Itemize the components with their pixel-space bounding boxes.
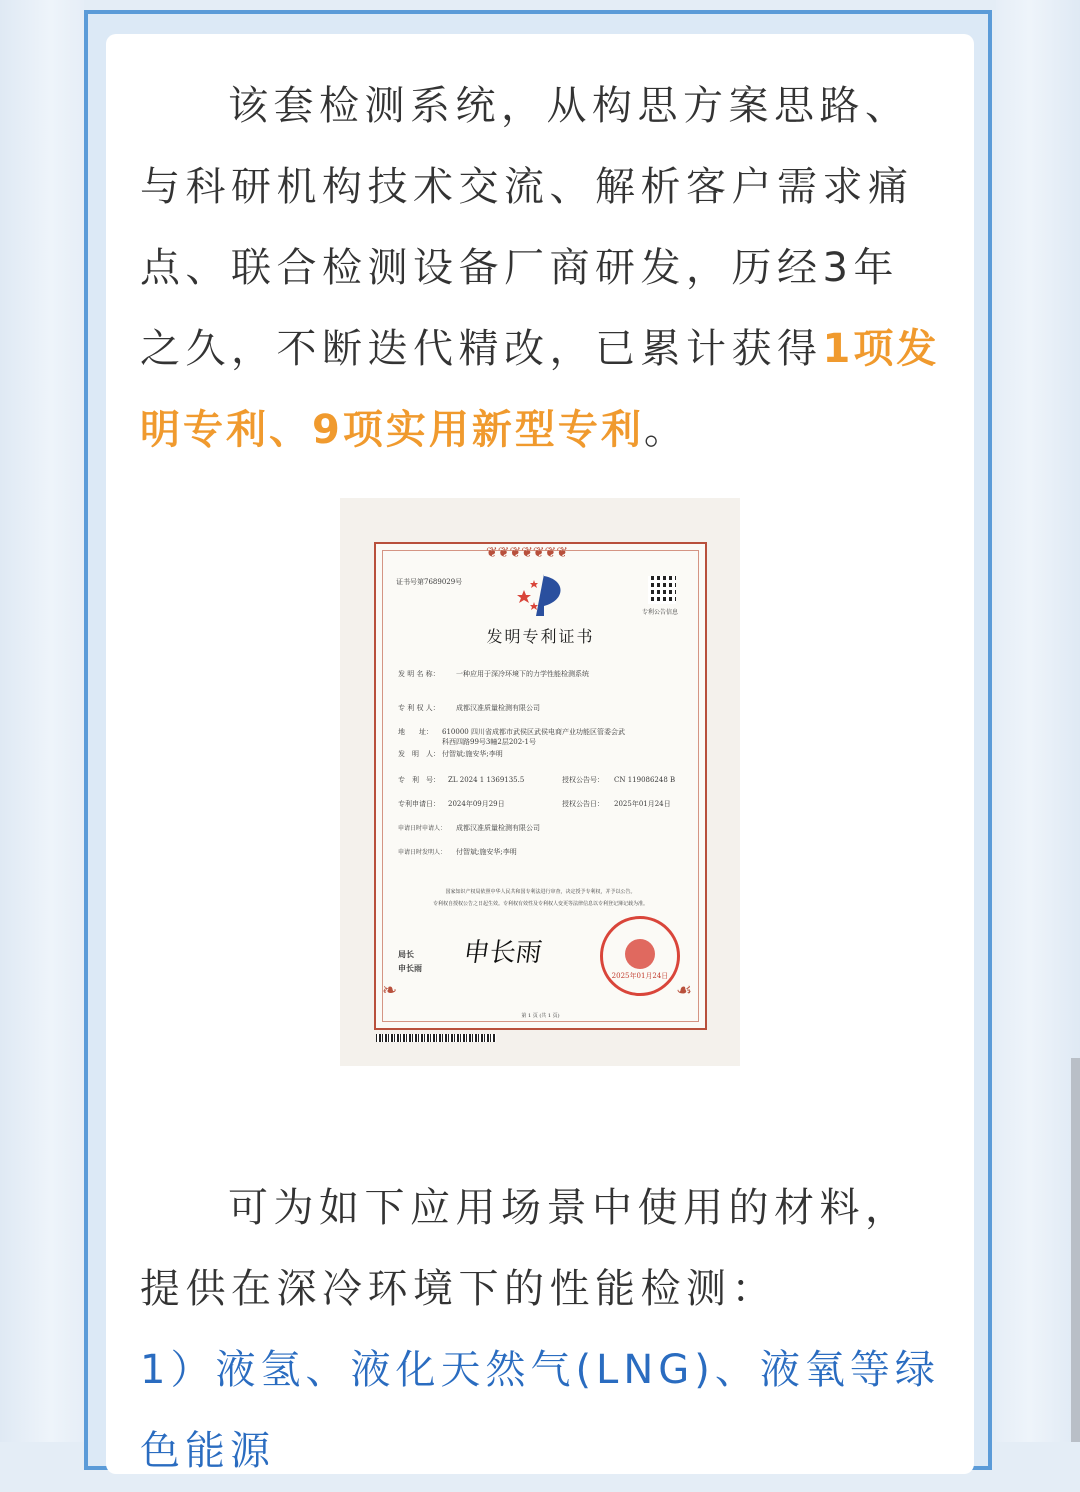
inventor-label: 发 明 人： [398,750,440,758]
page-background-left [0,0,84,1442]
cert-number: 证书号第7689029号 [396,578,463,586]
address-line2: 科西四路99号3幢2层202-1号 [442,738,536,746]
corner-ornament-icon: ☙ [676,980,693,1001]
patent-number-label: 专 利 号： [398,776,440,784]
page-background-right [996,0,1080,1442]
notice-line1: 国家知识产权局依照中华人民共和国专利法进行审查，决定授予专利权，并予以公告。 [445,889,636,895]
application-text: 可为如下应用场景中使用的材料，提供在深冷环境下的性能检测： [140,1185,911,1312]
page-label: 第 1 页 (共 1 页) [521,1013,560,1019]
applicant-label: 申请日时申请人： [398,825,447,832]
director-name: 申长雨 [398,963,422,973]
qr-caption: 专利公告信息 [642,609,679,616]
patentee-label: 专 利 权 人： [398,704,440,712]
scrollbar-thumb[interactable] [1071,1058,1080,1442]
barcode-icon [376,1034,496,1042]
publication-number: CN 119086248 B [614,776,676,784]
certificate-title: 发明专利证书 [486,627,595,646]
inventors: 付智斌;施安华;李明 [442,750,503,758]
patent-highlight: 1项发明专利、9项实用新型专利 [140,326,940,453]
director-signature: 申长雨 [461,938,544,968]
intro-paragraph [140,66,940,471]
publication-date-label: 授权公告日： [562,800,604,808]
official-seal-icon [600,916,680,996]
invention-name: 一种应用于深冷环境下的力学性能检测系统 [456,670,589,678]
address-label: 地 址： [398,728,433,736]
director-title: 局长 [398,949,414,959]
publication-number-label: 授权公告号： [562,776,604,784]
patent-number: ZL 2024 1 1369135.5 [448,776,525,784]
filing-date-label: 专利申请日： [398,800,440,808]
publication-date: 2025年01月24日 [614,800,671,808]
seal-date: 2025年01月24日 [611,972,669,980]
list-item-1: 1）液氢、液化天然气(LNG)、液氧等绿色能源 [140,1347,940,1474]
inventor2: 付智斌;施安华;李明 [456,848,517,856]
notice-line2: 专利权自授权公告之日起生效。专利权有效性及专利权人变更等法律信息以专利登记簿记载为准。 [432,901,648,907]
qr-code-icon [648,576,676,604]
intro-end: 。 [643,407,690,453]
filing-date: 2024年09月29日 [448,800,505,808]
top-ornament-icon: ❦❦❦❦❦❦❦ [486,545,569,561]
patent-certificate-image [340,498,740,1066]
applicant: 成都汉准质量检测有限公司 [456,824,540,832]
certificate-border [374,542,707,1030]
corner-ornament-icon: ❧ [382,980,398,1001]
patentee: 成都汉准质量检测有限公司 [456,704,540,712]
inventor2-label: 申请日时发明人： [398,849,447,856]
cnipa-emblem-icon [514,572,572,620]
application-paragraph [140,1168,940,1330]
address-line1: 610000 四川省成都市武侯区武侯电商产业功能区管委会武 [442,728,625,736]
invention-name-label: 发 明 名 称： [398,670,440,678]
intro-text: 该套检测系统，从构思方案思路、与科研机构技术交流、解析客户需求痛点、联合检测设备厂商研发，历经3年之久，不断迭代精改，已累计获得 [140,83,914,372]
